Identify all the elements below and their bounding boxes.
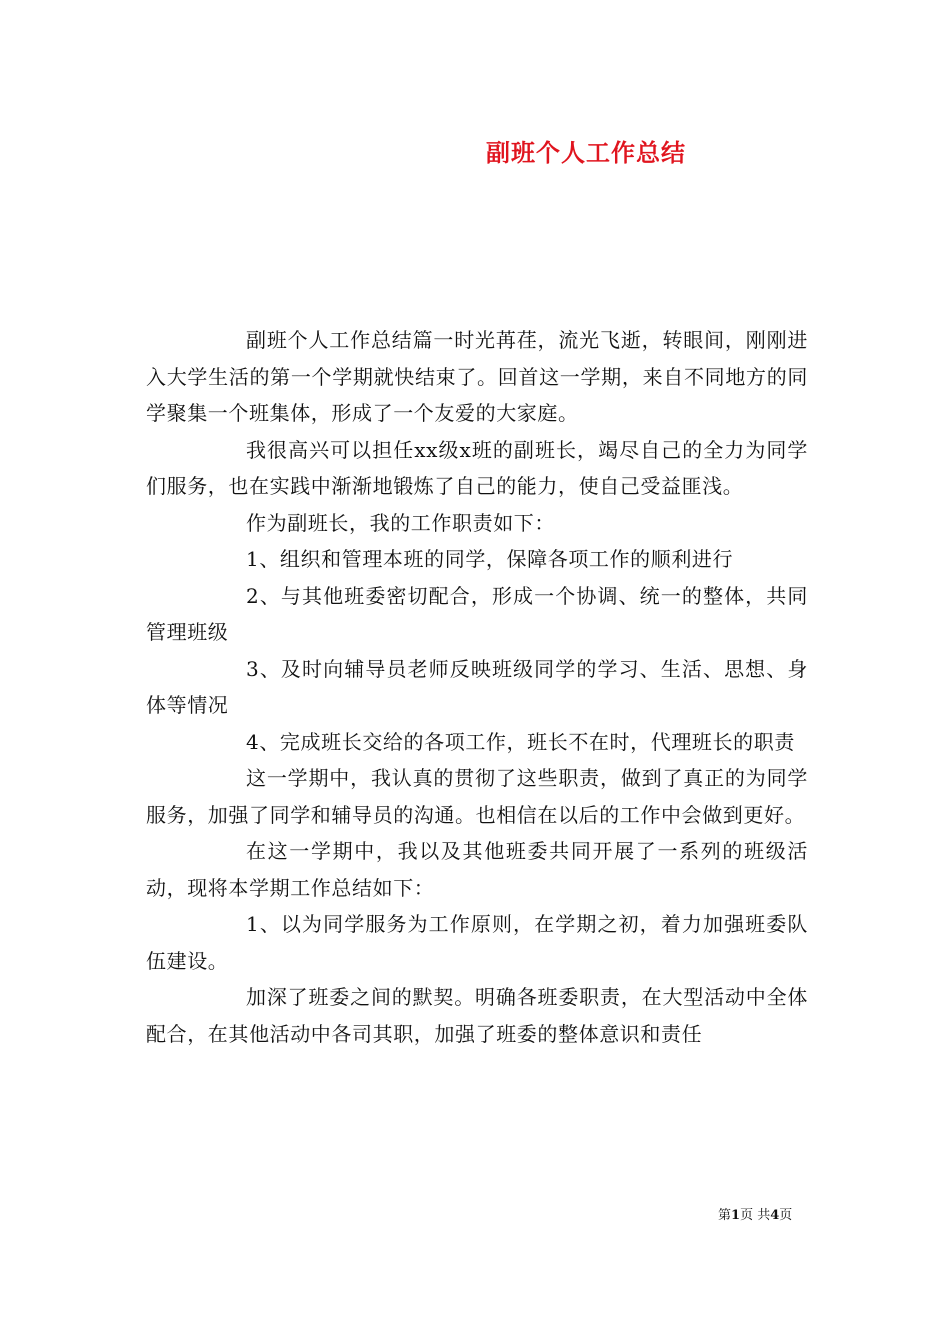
- document-title: 副班个人工作总结: [486, 138, 686, 167]
- paragraph: 1、以为同学服务为工作原则，在学期之初，着力加强班委队伍建设。: [146, 912, 808, 973]
- paragraph: 副班个人工作总结篇一时光苒荏，流光飞逝，转眼间，刚刚进入大学生活的第一个学期就快结束了。回首这一学期，来自不同地方的同学聚集一个班集体，形成了一个友爱的大家庭。: [146, 328, 808, 425]
- current-page-number: 1: [731, 1208, 741, 1223]
- footer-prefix: 第: [718, 1208, 732, 1223]
- paragraph: 1、组织和管理本班的同学，保障各项工作的顺利进行: [246, 547, 734, 571]
- page-footer: [718, 1204, 792, 1223]
- paragraph: 作为副班长，我的工作职责如下：: [246, 510, 555, 535]
- paragraph: 3、及时向辅导员老师反映班级同学的学习、生活、思想、身体等情况: [146, 656, 808, 717]
- paragraph: 这一学期中，我认真的贯彻了这些职责，做到了真正的为同学服务，加强了同学和辅导员的沟通。也相信在以后的工作中会做到更好。: [146, 766, 808, 827]
- footer-middle: 页 共: [740, 1208, 771, 1223]
- paragraph: 我很高兴可以担任xx级x班的副班长，竭尽自己的全力为同学们服务，也在实践中渐渐地锻炼了自己的能力，使自己受益匪浅。: [146, 437, 808, 498]
- document-body: [146, 322, 808, 1052]
- paragraph: 2、与其他班委密切配合，形成一个协调、统一的整体，共同管理班级: [146, 583, 808, 644]
- paragraph: 4、完成班长交给的各项工作，班长不在时，代理班长的职责: [246, 729, 795, 754]
- total-pages-number: 4: [770, 1208, 780, 1223]
- paragraph: 在这一学期中，我以及其他班委共同开展了一系列的班级活动，现将本学期工作总结如下：: [146, 839, 808, 900]
- footer-suffix: 页: [779, 1208, 793, 1223]
- paragraph: 加深了班委之间的默契。明确各班委职责，在大型活动中全体配合，在其他活动中各司其职，加强了班委的整体意识和责任: [146, 985, 808, 1046]
